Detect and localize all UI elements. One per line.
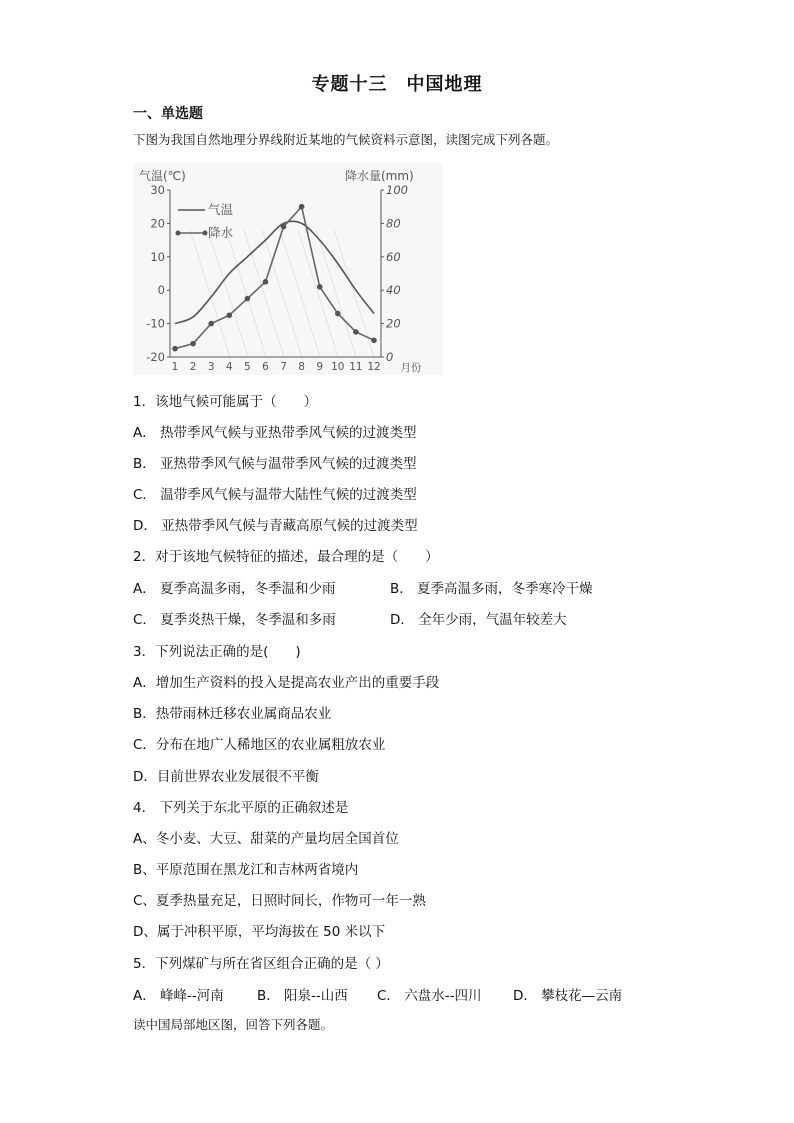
x-tick-label: 5 [244,361,251,373]
y-tick-left-label: -20 [146,350,165,364]
x-tick-label: 2 [189,361,197,373]
question-1-option-a[interactable]: A． 热带季风气候与亚热带季风气候的过渡类型 [133,425,417,441]
question-4-option-c[interactable]: C、夏季热量充足，日照时间长，作物可一年一熟 [133,893,426,909]
y-tick-left-label: 0 [157,283,165,298]
question-3-option-b[interactable]: B．热带雨林迁移农业属商品农业 [133,706,332,722]
question-3-stem: 3．下列说法正确的是( ) [133,644,301,660]
x-tick-label: 10 [331,361,345,373]
x-tick-label: 7 [280,361,287,373]
precipitation-point [299,204,305,210]
section-heading: 一、单选题 [133,106,203,122]
question-4-option-a[interactable]: A、冬小麦、大豆、甜菜的产量均居全国首位 [133,831,399,847]
question-3-option-c[interactable]: C．分布在地广人稀地区的农业属粗放农业 [133,737,386,753]
precipitation-point [226,312,232,318]
precipitation-point [245,296,251,302]
question-5-option-b[interactable]: B． 阳泉--山西 [257,988,348,1004]
question-3-option-a[interactable]: A．增加生产资料的投入是提高农业产出的重要手段 [133,675,440,691]
page-title: 专题十三 中国地理 [311,74,483,95]
question-2-option-a[interactable]: A． 夏季高温多雨，冬季温和少雨 [133,581,336,597]
y-tick-right-label: 20 [386,316,401,331]
precipitation-point [208,321,214,327]
question-2-stem: 2．对于该地气候特征的描述，最合理的是（ ） [133,549,439,565]
precipitation-point [371,338,377,344]
x-tick-label: 12 [367,361,381,373]
x-tick-label: 1 [171,361,179,373]
precipitation-point [353,329,359,335]
question-1-stem: 1．该地气候可能属于（ ） [133,394,318,410]
question-4-stem: 4． 下列关于东北平原的正确叙述是 [133,800,349,816]
y-axis-left-label: 气温(℃) [139,169,186,183]
x-tick-label: 9 [316,361,324,373]
question-5-option-d[interactable]: D． 攀枝花—云南 [513,988,623,1004]
x-tick-label: 8 [298,361,305,373]
question-2-option-b[interactable]: B． 夏季高温多雨，冬季寒冷干燥 [390,581,593,597]
legend-temperature-label: 气温 [208,202,234,217]
y-tick-right-label: 60 [386,249,401,264]
x-tick-label: 6 [262,361,269,373]
question-3-option-d[interactable]: D．目前世界农业发展很不平衡 [133,769,319,785]
precipitation-point [263,279,269,285]
precipitation-point [317,284,323,290]
question-4-option-b[interactable]: B、平原范围在黑龙江和吉林两省境内 [133,862,359,878]
question-5-stem: 5．下列煤矿与所在省区组合正确的是（ ） [133,956,389,972]
y-tick-left-label: 30 [150,183,165,197]
question-2-option-d[interactable]: D． 全年少雨，气温年较差大 [390,612,567,628]
precipitation-point [190,341,196,347]
legend-precipitation-dot-left [176,231,181,236]
legend-precipitation-dot-right [203,231,208,236]
x-axis-unit-label: 月份 [400,362,422,374]
question-5-option-a[interactable]: A． 峰峰--河南 [133,988,224,1004]
question-1-option-c[interactable]: C． 温带季风气候与温带大陆性气候的过渡类型 [133,487,417,503]
question-4-option-d[interactable]: D、属于冲积平原，平均海拔在 50 米以下 [133,924,386,940]
question-outro: 读中国局部地区图，回答下列各题。 [133,1017,334,1032]
precipitation-point [335,311,341,317]
precipitation-point [281,224,287,230]
y-tick-left-label: 20 [150,216,165,231]
y-tick-left-label: 10 [150,249,165,264]
y-tick-right-label: 0 [386,350,394,364]
y-tick-right-label: 80 [386,216,401,231]
y-tick-right-label: 40 [386,283,401,298]
question-2-option-c[interactable]: C． 夏季炎热干燥，冬季温和多雨 [133,612,336,628]
precipitation-point [172,346,178,352]
x-tick-label: 3 [207,361,215,373]
y-axis-right-label: 降水量(mm) [345,169,414,183]
question-1-option-d[interactable]: D． 亚热带季风气候与青藏高原气候的过渡类型 [133,518,418,534]
question-5-options [0,984,794,1004]
question-1-option-b[interactable]: B． 亚热带季风气候与温带季风气候的过渡类型 [133,456,417,472]
y-tick-right-label: 100 [386,183,408,197]
question-intro: 下图为我国自然地理分界线附近某地的气候资料示意图，读图完成下列各题。 [133,132,559,147]
x-tick-label: 11 [349,361,363,373]
question-5-option-c[interactable]: C． 六盘水--四川 [377,988,482,1004]
climate-chart [133,163,443,375]
y-tick-left-label: -10 [146,316,165,331]
x-tick-label: 4 [225,361,233,373]
legend-precipitation-label: 降水 [208,225,234,240]
